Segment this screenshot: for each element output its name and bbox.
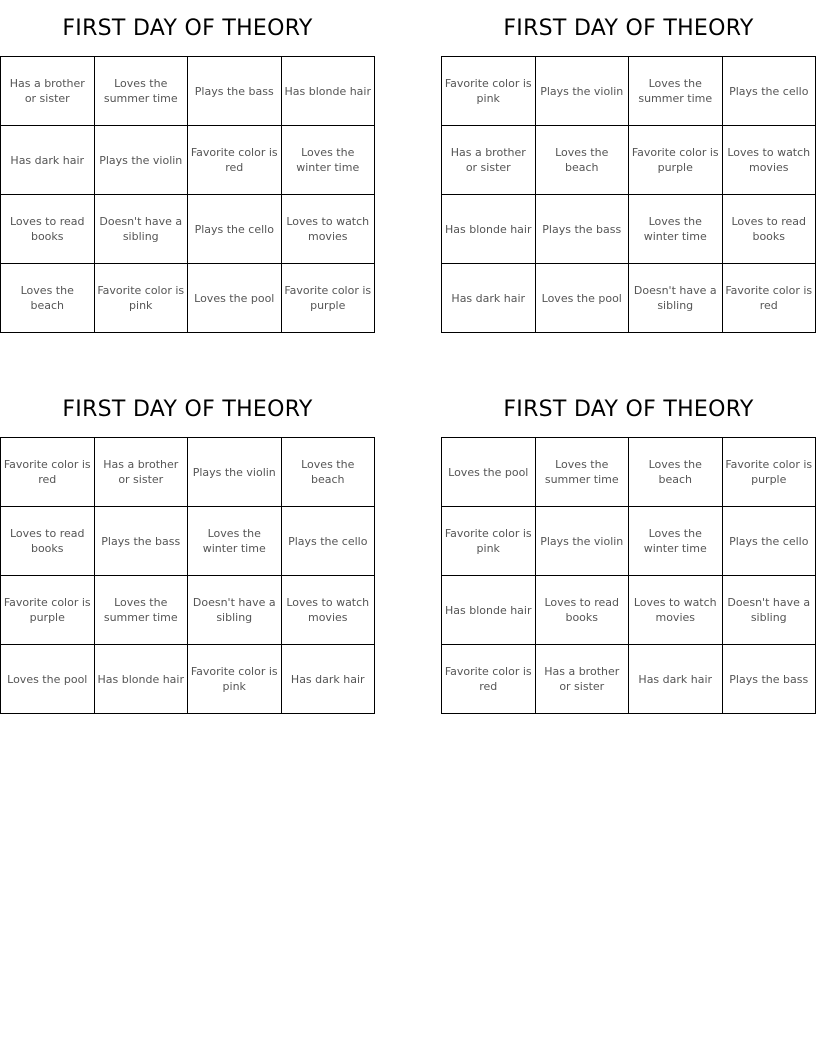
grid-cell: Has a brother or sister [535,645,629,714]
card-title: FIRST DAY OF THEORY [503,16,754,41]
bingo-grid [0,56,375,333]
grid-cell: Loves the beach [1,264,95,333]
grid-cell: Loves to read books [722,195,816,264]
grid-cell: Plays the violin [188,438,282,507]
grid-cell: Loves the winter time [281,126,375,195]
grid-cell: Favorite color is pink [442,507,536,576]
grid-cell: Loves the beach [629,438,723,507]
grid-cell: Plays the bass [535,195,629,264]
grid-cell: Plays the violin [535,57,629,126]
grid-row [1,438,375,507]
grid-cell: Has a brother or sister [94,438,188,507]
grid-cell: Favorite color is pink [188,645,282,714]
grid-cell: Has blonde hair [442,576,536,645]
grid-cell: Plays the cello [722,57,816,126]
grid-cell: Plays the cello [281,507,375,576]
grid-cell: Loves to read books [1,507,95,576]
grid-row [442,57,816,126]
grid-cell: Plays the violin [535,507,629,576]
grid-cell: Has blonde hair [281,57,375,126]
grid-cell: Favorite color is red [722,264,816,333]
grid-cell: Favorite color is purple [1,576,95,645]
grid-cell: Loves to read books [535,576,629,645]
grid-cell: Loves the beach [535,126,629,195]
bingo-grid [0,437,375,714]
grid-cell: Favorite color is purple [722,438,816,507]
grid-row [1,126,375,195]
grid-cell: Loves the winter time [629,195,723,264]
grid-cell: Loves the summer time [94,576,188,645]
grid-cell: Loves the winter time [188,507,282,576]
bingo-grid [441,56,816,333]
grid-cell: Plays the cello [188,195,282,264]
grid-cell: Doesn't have a sibling [722,576,816,645]
grid-cell: Doesn't have a sibling [94,195,188,264]
grid-cell: Has blonde hair [94,645,188,714]
grid-cell: Doesn't have a sibling [188,576,282,645]
grid-cell: Favorite color is pink [442,57,536,126]
grid-cell: Favorite color is red [188,126,282,195]
grid-cell: Has dark hair [1,126,95,195]
grid-cell: Loves the winter time [629,507,723,576]
grid-cell: Favorite color is pink [94,264,188,333]
grid-row [442,645,816,714]
grid-row [442,507,816,576]
grid-cell: Loves the pool [535,264,629,333]
grid-row [442,438,816,507]
grid-row [442,264,816,333]
grid-cell: Doesn't have a sibling [629,264,723,333]
grid-cell: Has dark hair [442,264,536,333]
grid-cell: Plays the bass [188,57,282,126]
grid-cell: Favorite color is red [442,645,536,714]
grid-row [1,195,375,264]
grid-cell: Plays the bass [94,507,188,576]
card-title: FIRST DAY OF THEORY [62,16,313,41]
grid-cell: Loves the summer time [94,57,188,126]
grid-cell: Loves the summer time [629,57,723,126]
grid-row [1,264,375,333]
bingo-grid [441,437,816,714]
grid-cell: Has dark hair [281,645,375,714]
grid-cell: Loves to watch movies [281,195,375,264]
grid-cell: Loves the pool [442,438,536,507]
grid-cell: Has a brother or sister [442,126,536,195]
card-title: FIRST DAY OF THEORY [62,397,313,422]
grid-cell: Plays the bass [722,645,816,714]
grid-row [442,195,816,264]
grid-cell: Favorite color is purple [629,126,723,195]
grid-row [1,57,375,126]
card-title: FIRST DAY OF THEORY [503,397,754,422]
grid-cell: Loves to watch movies [722,126,816,195]
grid-row [442,576,816,645]
grid-cell: Loves the pool [1,645,95,714]
grid-cell: Plays the violin [94,126,188,195]
grid-cell: Plays the cello [722,507,816,576]
grid-cell: Favorite color is purple [281,264,375,333]
grid-cell: Favorite color is red [1,438,95,507]
grid-cell: Has a brother or sister [1,57,95,126]
grid-row [1,507,375,576]
grid-cell: Loves the beach [281,438,375,507]
grid-row [442,126,816,195]
grid-row [1,645,375,714]
grid-cell: Loves to watch movies [281,576,375,645]
grid-cell: Loves to read books [1,195,95,264]
grid-cell: Loves the summer time [535,438,629,507]
grid-cell: Has blonde hair [442,195,536,264]
grid-cell: Loves the pool [188,264,282,333]
grid-row [1,576,375,645]
grid-cell: Loves to watch movies [629,576,723,645]
grid-cell: Has dark hair [629,645,723,714]
